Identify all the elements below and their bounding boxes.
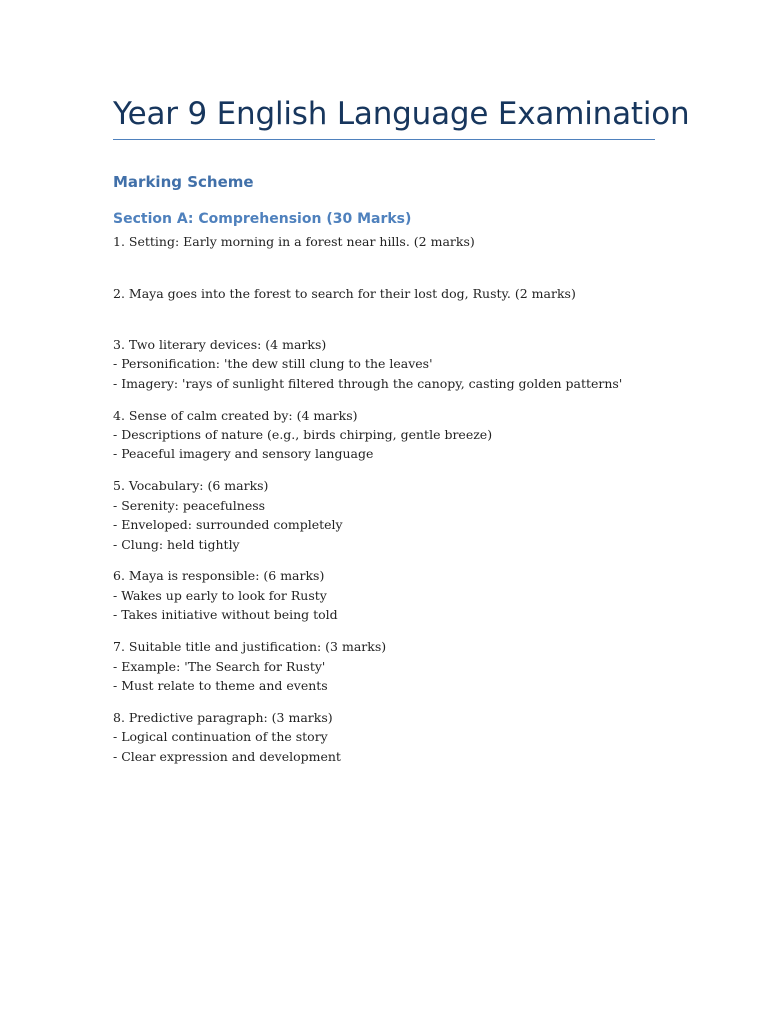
answer-point: - Example: 'The Search for Rusty' xyxy=(113,658,326,674)
question-item xyxy=(113,708,673,766)
question-item xyxy=(113,232,673,251)
question-list xyxy=(113,232,673,779)
question-item xyxy=(113,406,673,464)
question-item xyxy=(113,335,673,393)
answer-point: - Logical continuation of the story xyxy=(113,729,328,745)
answer-point: - Enveloped: surrounded completely xyxy=(113,517,343,533)
question-item xyxy=(113,284,673,303)
answer-point: - Serenity: peacefulness xyxy=(113,497,266,513)
question-line: 8. Predictive paragraph: (3 marks) xyxy=(113,709,333,725)
section-heading: Section A: Comprehension (30 Marks) xyxy=(113,211,412,227)
answer-point: - Imagery: 'rays of sunlight filtered through the canopy, casting golden patterns' xyxy=(113,375,623,391)
question-item xyxy=(113,566,673,624)
answer-point: - Takes initiative without being told xyxy=(113,607,338,623)
answer-point: - Peaceful imagery and sensory language xyxy=(113,446,374,462)
answer-point: - Clung: held tightly xyxy=(113,536,240,552)
answer-point: - Wakes up early to look for Rusty xyxy=(113,587,327,603)
title-underline-rule xyxy=(113,139,655,140)
question-line: 1. Setting: Early morning in a forest near hills. (2 marks) xyxy=(113,234,475,249)
answer-point: - Clear expression and development xyxy=(113,748,341,764)
answer-point: - Personification: 'the dew still clung to the leaves' xyxy=(113,356,433,372)
question-line: 3. Two literary devices: (4 marks) xyxy=(113,336,327,352)
answer-point: - Must relate to theme and events xyxy=(113,677,328,693)
question-line: 7. Suitable title and justification: (3 marks) xyxy=(113,639,387,655)
question-line: 2. Maya goes into the forest to search for their lost dog, Rusty. (2 marks) xyxy=(113,286,576,302)
question-line: 6. Maya is responsible: (6 marks) xyxy=(113,568,325,584)
question-item xyxy=(113,637,673,695)
question-line: 5. Vocabulary: (6 marks) xyxy=(113,478,269,494)
marking-scheme-heading: Marking Scheme xyxy=(113,173,254,191)
question-line: 4. Sense of calm created by: (4 marks) xyxy=(113,407,358,423)
answer-point: - Descriptions of nature (e.g., birds chirping, gentle breeze) xyxy=(113,427,493,443)
document-title: Year 9 English Language Examination xyxy=(113,96,690,132)
question-item xyxy=(113,476,673,554)
